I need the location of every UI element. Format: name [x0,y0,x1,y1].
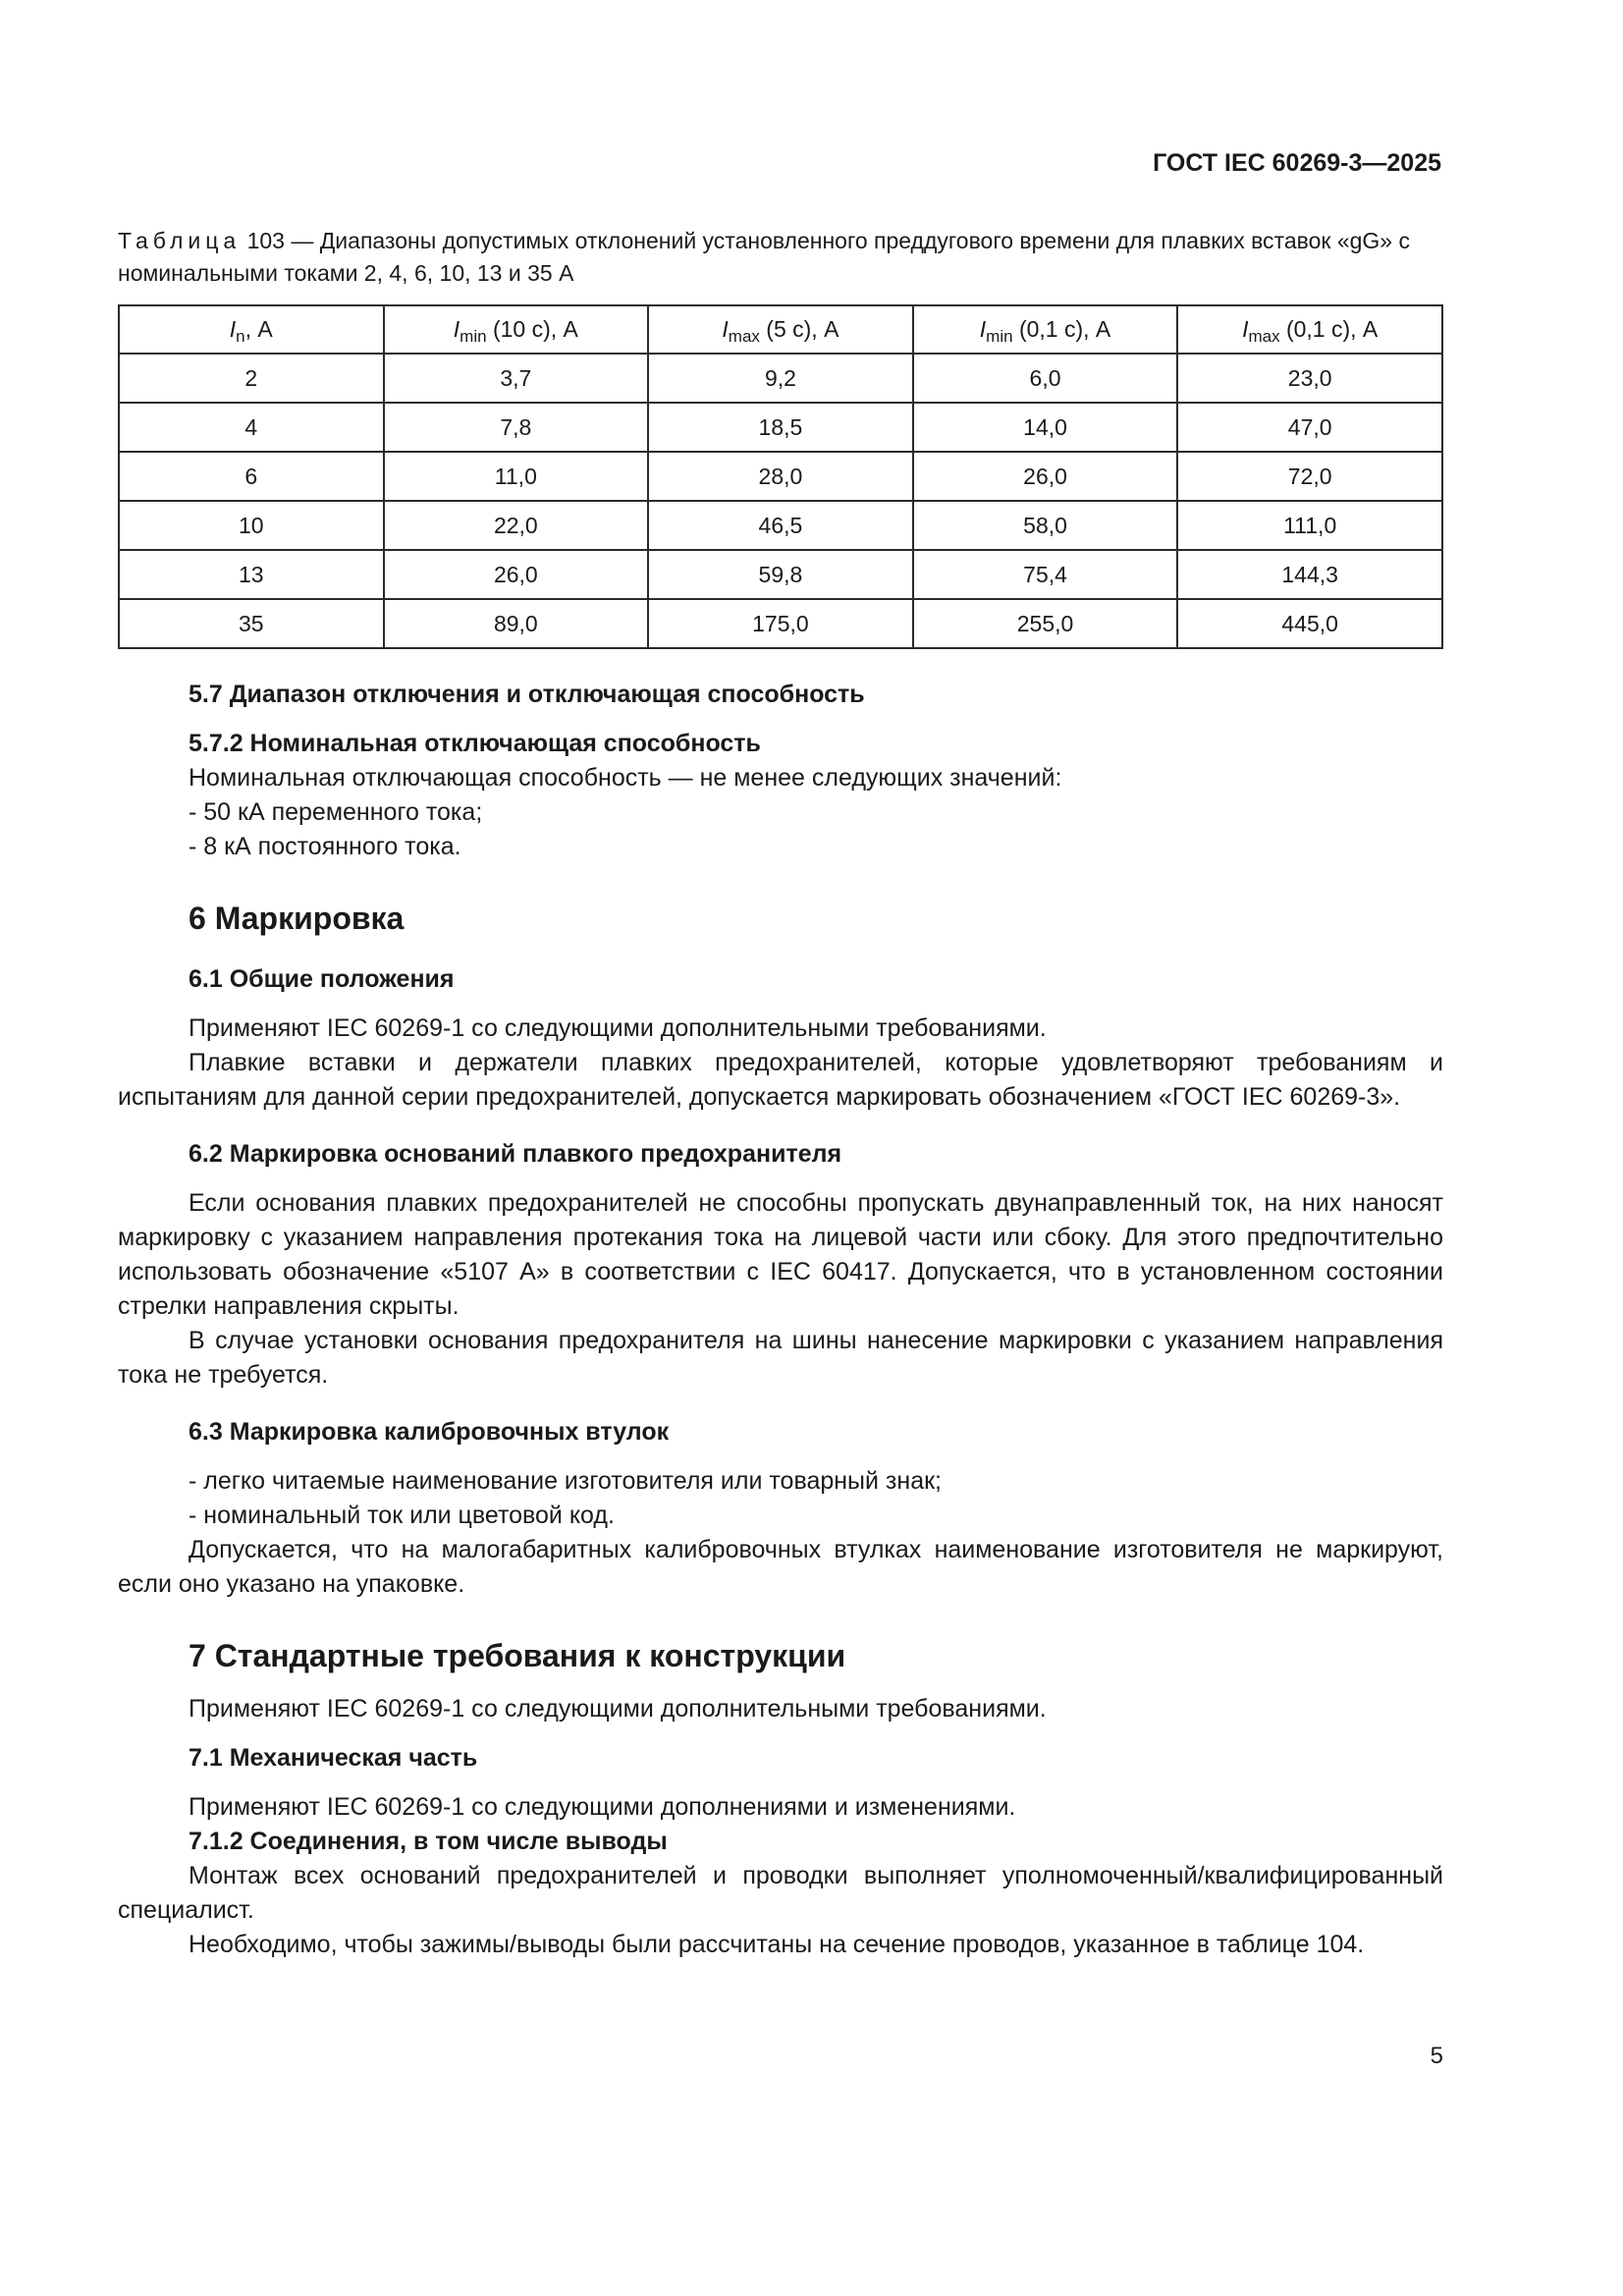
document-body [118,678,1443,1962]
section-heading: 5.7 Диапазон отключения и отключающая способность [189,681,865,708]
paragraph: Допускается, что на малогабаритных калибровочных втулках наименование изготовителя не маркируют, если оно указано на упаковке. [118,1536,1443,1598]
list-item: - 8 кА постоянного тока. [189,833,461,860]
table-cell: 28,0 [648,452,913,501]
chapter-heading: 7 Стандартные требования к конструкции [189,1638,846,1673]
table-cell: 255,0 [913,599,1178,648]
table-cell: 6 [119,452,384,501]
table-cell: 111,0 [1177,501,1442,550]
table-cell: 59,8 [648,550,913,599]
subsection-heading: 7.1.2 Соединения, в том числе выводы [189,1828,668,1855]
table-cell: 445,0 [1177,599,1442,648]
paragraph: Применяют IEC 60269-1 со следующими дополнительными требованиями. [189,1695,1047,1722]
table-header-cell: $I_n$, А [119,305,384,354]
table-cell: 10 [119,501,384,550]
table-cell: 18,5 [648,403,913,452]
table-row [119,354,1442,403]
table-cell: 26,0 [913,452,1178,501]
table-cell: 35 [119,599,384,648]
table-row [119,452,1442,501]
table-caption-text: 103 — Диапазоны допустимых отклонений установленного преддугового времени для плавких вставок «gG» с номинальными токами 2, 4, 6, 10, 13 и 35 А [118,228,1410,286]
paragraph: Монтаж всех оснований предохранителей и проводки выполняет уполномоченный/квалифицированный специалист. [118,1862,1443,1924]
table-cell: 47,0 [1177,403,1442,452]
table-cell: 7,8 [384,403,649,452]
table-cell: 13 [119,550,384,599]
paragraph: Номинальная отключающая способность — не менее следующих значений: [189,764,1062,792]
paragraph: Применяют IEC 60269-1 со следующими дополнениями и изменениями. [189,1793,1016,1821]
subsection-heading: 5.7.2 Номинальная отключающая способность [189,730,761,757]
table-cell: 89,0 [384,599,649,648]
paragraph: Необходимо, чтобы зажимы/выводы были рассчитаны на сечение проводов, указанное в таблице 104. [189,1931,1365,1958]
chapter-heading: 6 Маркировка [189,901,405,936]
page-number: 5 [1430,2043,1443,2069]
section-heading: 6.3 Маркировка калибровочных втулок [189,1418,670,1446]
table-header-cell: $I_{max}$ (0,1 с), А [1177,305,1442,354]
table-cell: 22,0 [384,501,649,550]
list-item: - номинальный ток или цветовой код. [189,1502,615,1529]
table-cell: 58,0 [913,501,1178,550]
table-cell: 175,0 [648,599,913,648]
table-cell: 26,0 [384,550,649,599]
table-header-row [119,305,1442,354]
table-row [119,599,1442,648]
table-cell: 144,3 [1177,550,1442,599]
list-item: - легко читаемые наименование изготовителя или товарный знак; [189,1467,942,1495]
paragraph: Если основания плавких предохранителей не способны пропускать двунаправленный ток, на них наносят маркировку с указанием направления протекания тока на лицевой части или сбоку. Для этого предпочтительно использовать обозначение «5107 А» в соответствии с IEC 60417. Допускается, что в установленном состоянии стрелки направления скрыты. [118,1189,1443,1320]
table-cell: 9,2 [648,354,913,403]
document-code: ГОСТ IEC 60269-3—2025 [1153,149,1441,177]
table-row [119,550,1442,599]
table-caption [118,225,1443,290]
table-caption-label: Таблица [118,228,242,253]
list-item: - 50 кА переменного тока; [189,798,483,826]
table-header-cell: $I_{min}$ (0,1 с), А [913,305,1178,354]
table-row [119,403,1442,452]
table-row [119,501,1442,550]
table-cell: 23,0 [1177,354,1442,403]
section-heading: 6.2 Маркировка оснований плавкого предохранителя [189,1140,842,1168]
tolerance-table [118,304,1443,649]
table-cell: 3,7 [384,354,649,403]
table-cell: 75,4 [913,550,1178,599]
table-cell: 72,0 [1177,452,1442,501]
table-cell: 11,0 [384,452,649,501]
table-cell: 4 [119,403,384,452]
table-cell: 46,5 [648,501,913,550]
paragraph: Применяют IEC 60269-1 со следующими дополнительными требованиями. [189,1014,1047,1042]
table-cell: 2 [119,354,384,403]
table-header-cell: $I_{max}$ (5 с), А [648,305,913,354]
section-heading: 7.1 Механическая часть [189,1744,478,1772]
table-cell: 6,0 [913,354,1178,403]
paragraph: В случае установки основания предохранителя на шины нанесение маркировки с указанием направления тока не требуется. [118,1327,1443,1389]
paragraph: Плавкие вставки и держатели плавких предохранителей, которые удовлетворяют требованиям и испытаниям для данной серии предохранителей, допускается маркировать обозначением «ГОСТ IEC 60269-3». [118,1049,1443,1111]
table-header-cell: $I_{min}$ (10 с), А [384,305,649,354]
section-heading: 6.1 Общие положения [189,965,455,993]
table-cell: 14,0 [913,403,1178,452]
